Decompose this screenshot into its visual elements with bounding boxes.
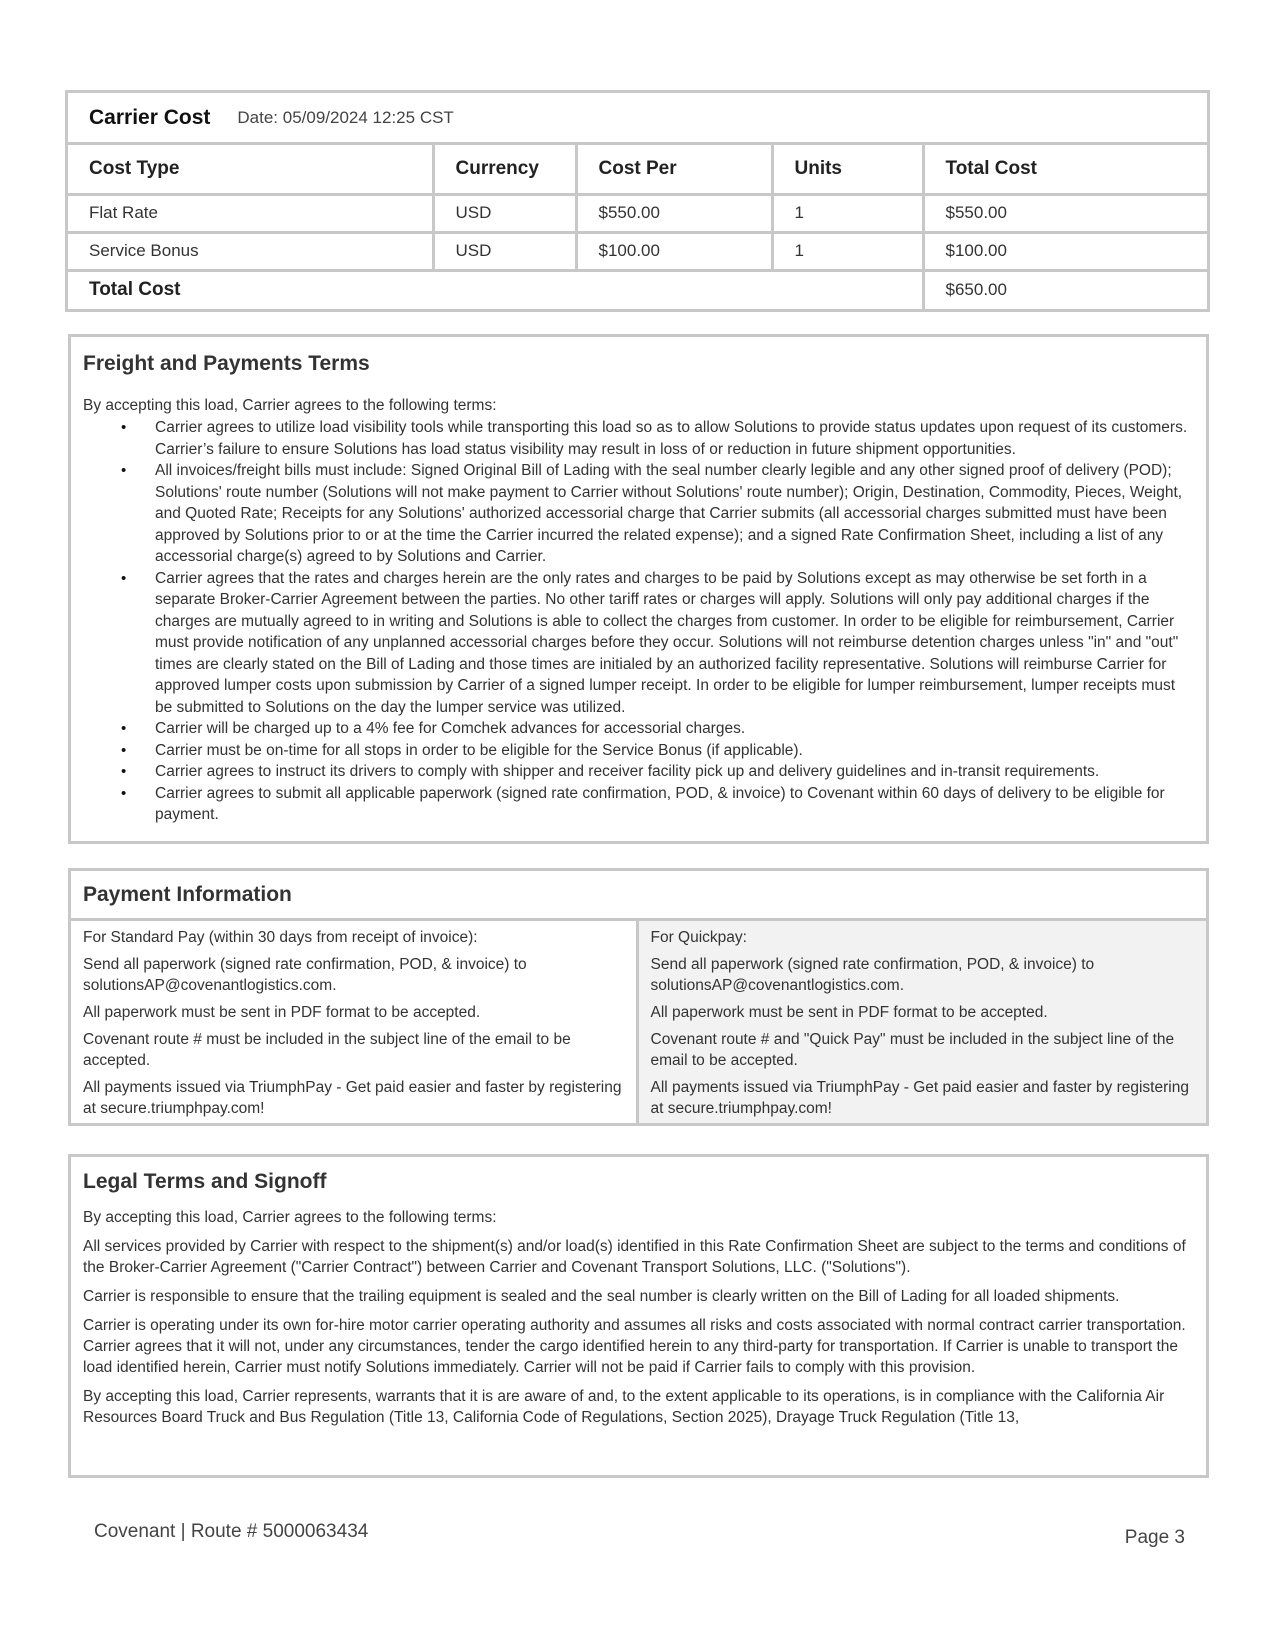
- legal-paragraph: By accepting this load, Carrier represents, warrants that it is are aware of and, to the extent applicable to its operations, is in compliance with the California Air Resources Board Truck and Bus Regulation (Title 13, California Code of Regulations, Section 2025), Drayage Truck Regulation (Title 13,: [83, 1388, 1165, 1426]
- list-item-text: Carrier agrees to submit all applicable paperwork (signed rate confirmation, POD, & invoice) to Covenant within 60 days of delivery to be eligible for payment.: [155, 784, 1165, 823]
- column-header: Cost Per: [576, 145, 772, 194]
- section-title: Freight and Payments Terms: [83, 352, 370, 375]
- list-item: [71, 761, 1194, 783]
- list-item: [71, 417, 1194, 460]
- list-item-text: Carrier agrees that the rates and charges herein are the only rates and charges to be paid by Solutions except as may otherwise be set forth in a separate Broker-Carrier Agreement between the parties. No other tariff rates or charges will apply. Solutions will only pay additional charges if the charges are mutually agreed to in writing and Solutions is able to collect the charges from customer. In order to be eligible for reimbursement, Carrier must provide notification of any unplanned accessorial charges before they occur. Solutions will not reimburse detention charges unless "in" and "out" times are clearly stated on the Bill of Lading and those times are initialed by an authorized facility representative. Solutions will reimburse Carrier for approved lumper costs upon submission by Carrier of a signed lumper receipt. In order to be eligible for lumper reimbursement, lumper receipts must be submitted to Solutions on the day the lumper service was utilized.: [155, 569, 1179, 716]
- table-cell: USD: [433, 194, 576, 232]
- bullet-icon: •: [121, 784, 127, 802]
- payment-line: Covenant route # must be included in the subject line of the email to be accepted.: [83, 1031, 571, 1069]
- footer-route: Covenant | Route # 5000063434: [94, 1521, 369, 1542]
- column-header: Total Cost: [923, 145, 1207, 194]
- list-item-text: All invoices/freight bills must include: Signed Original Bill of Lading with the seal number clearly legible and any other signed proof of delivery (POD); Solutions' route number (Solutions will not make payment to Carrier without Solutions' route number); Origin, Destination, Commodity, Pieces, Weight, and Quoted Rate; Receipts for any Solutions' authorized accessorial charge that Carrier submits (all accessorial charges submitted must have been approved by Solutions prior to or at the time the Carrier incurred the related expense); and a signed Rate Confirmation Sheet, including a list of any accessorial charge(s) agreed to by Solutions and Carrier.: [155, 462, 1183, 565]
- list-item: [71, 568, 1194, 719]
- section-title: Legal Terms and Signoff: [83, 1170, 327, 1193]
- payment-columns: [71, 921, 1206, 1126]
- list-item: [71, 740, 1194, 762]
- bullet-icon: •: [121, 569, 127, 587]
- list-item: [71, 718, 1194, 740]
- freight-intro: By accepting this load, Carrier agrees to the following terms:: [83, 397, 497, 414]
- bullet-icon: •: [121, 419, 127, 436]
- legal-paragraph: Carrier is operating under its own for-hire motor carrier operating authority and assumes all risks and costs associated with normal contract carrier transportation. Carrier agrees that it will not, under any circumstances, tender the cargo identified herein to any third-party for transportation. If Carrier is unable to transport the load identified herein, Carrier must notify Solutions immediately. Carrier will not be paid if Carrier fails to comply with this provision.: [83, 1317, 1186, 1376]
- payment-line: All payments issued via TriumphPay - Get paid easier and faster by registering at secure.triumphpay.com!: [650, 1079, 1189, 1117]
- section-title: Payment Information: [71, 871, 1206, 921]
- payment-line: Send all paperwork (signed rate confirmation, POD, & invoice) to solutionsAP@covenantlogistics.com.: [83, 956, 527, 994]
- footer-page-number: Page 3: [1124, 1527, 1185, 1548]
- terms-list: [71, 417, 1206, 826]
- total-value: $650.00: [945, 280, 1007, 300]
- carrier-cost-title: Carrier Cost: [89, 105, 211, 129]
- list-item-text: Carrier agrees to utilize load visibility tools while transporting this load so as to allow Solutions to provide status updates upon request of its customers. Carrier’s failure to ensure Solutions has load status visibility may result in loss of or reduction in future shipment opportunities.: [155, 419, 1188, 458]
- total-label: Total Cost: [68, 270, 923, 309]
- table-cell: $100.00: [576, 232, 772, 270]
- table-cell: $550.00: [576, 194, 772, 232]
- table-row: [68, 194, 1207, 232]
- list-item: [71, 460, 1194, 568]
- bullet-icon: •: [121, 720, 127, 737]
- table-row: [68, 232, 1207, 270]
- carrier-cost-header: [68, 93, 1207, 145]
- column-header: Units: [772, 145, 923, 194]
- table-cell: Flat Rate: [68, 194, 433, 232]
- table-cell: 1: [772, 232, 923, 270]
- list-item: [71, 783, 1194, 826]
- standard-pay-column: [71, 921, 639, 1126]
- list-item-text: Carrier agrees to instruct its drivers to comply with shipper and receiver facility pick up and delivery guidelines and in-transit requirements.: [155, 763, 1100, 780]
- payment-info-section: [68, 868, 1209, 1126]
- payment-line: All paperwork must be sent in PDF format to be accepted.: [650, 1004, 1048, 1021]
- freight-terms-section: [68, 334, 1209, 844]
- carrier-cost-table: [65, 90, 1210, 312]
- carrier-cost-date: Date: 05/09/2024 12:25 CST: [237, 107, 454, 127]
- payment-line: Send all paperwork (signed rate confirmation, POD, & invoice) to solutionsAP@covenantlogistics.com.: [650, 956, 1095, 994]
- table-cell: Service Bonus: [68, 232, 433, 270]
- column-header: Cost Type: [68, 145, 433, 194]
- bullet-icon: •: [121, 763, 127, 780]
- list-item-text: Carrier will be charged up to a 4% fee for Comchek advances for accessorial charges.: [155, 720, 746, 737]
- column-header: Currency: [433, 145, 576, 194]
- total-row: [68, 270, 1207, 309]
- quickpay-column: [639, 921, 1207, 1126]
- bullet-icon: •: [121, 462, 127, 479]
- table-cell: 1: [772, 194, 923, 232]
- list-item-text: Carrier must be on-time for all stops in order to be eligible for the Service Bonus (if applicable).: [155, 741, 803, 759]
- bullet-icon: •: [121, 741, 127, 759]
- legal-paragraph: Carrier is responsible to ensure that the trailing equipment is sealed and the seal number is clearly written on the Bill of Lading for all loaded shipments.: [83, 1288, 1120, 1305]
- table-cell: USD: [433, 232, 576, 270]
- table-cell: $550.00: [923, 194, 1207, 232]
- legal-terms-section: [68, 1154, 1209, 1478]
- legal-paragraph: All services provided by Carrier with respect to the shipment(s) and/or load(s) identified in this Rate Confirmation Sheet are subject to the terms and conditions of the Broker-Carrier Agreement ("Carrier Contract") between Carrier and Covenant Transport Solutions, LLC. ("Solutions").: [83, 1238, 1186, 1276]
- payment-line: All paperwork must be sent in PDF format to be accepted.: [83, 1004, 481, 1021]
- cost-header-row: [68, 145, 1207, 194]
- payment-line: For Quickpay:: [650, 929, 747, 946]
- payment-line: All payments issued via TriumphPay - Get paid easier and faster by registering at secure.triumphpay.com!: [83, 1079, 622, 1117]
- payment-line: Covenant route # and "Quick Pay" must be included in the subject line of the email to be accepted.: [650, 1031, 1175, 1069]
- cost-grid: [68, 145, 1207, 309]
- payment-line: For Standard Pay (within 30 days from receipt of invoice):: [83, 929, 478, 946]
- legal-paragraph: By accepting this load, Carrier agrees to the following terms:: [83, 1209, 497, 1226]
- table-cell: $100.00: [923, 232, 1207, 270]
